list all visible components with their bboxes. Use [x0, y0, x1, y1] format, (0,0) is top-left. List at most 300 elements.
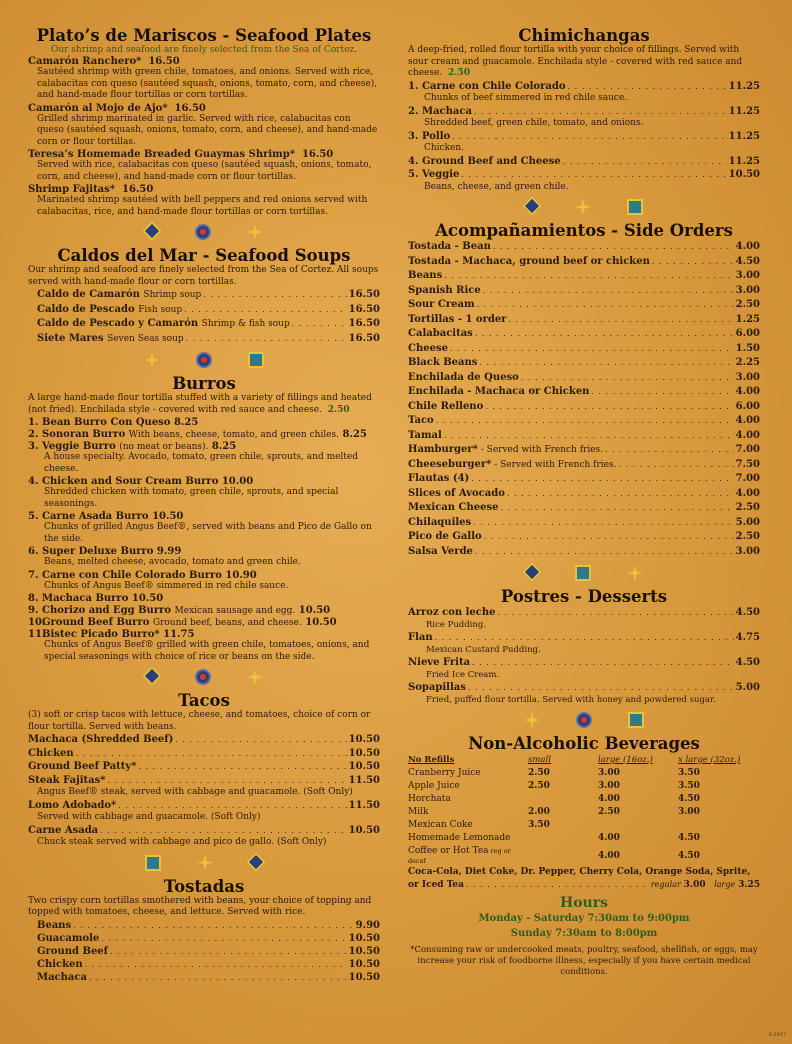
item-number: 3. — [408, 130, 419, 142]
price-large: 2.50 — [598, 806, 620, 817]
item-price: 9.90 — [355, 919, 380, 931]
table-row — [408, 779, 760, 792]
item-name: Pico de Gallo — [408, 531, 482, 542]
item-price: 11.50 — [348, 799, 380, 811]
section-title: Tostadas — [163, 876, 245, 896]
item-price: 7.50 — [735, 458, 760, 470]
menu-item — [408, 269, 760, 284]
item-name: Beans — [37, 919, 72, 931]
item-number: 7. — [28, 569, 39, 581]
tile-icon — [628, 712, 644, 728]
item-heading — [408, 443, 603, 458]
column-header: No Refills — [408, 754, 455, 765]
leader-dots — [436, 414, 734, 429]
beverage-name — [408, 792, 528, 805]
item-price: 2.50 — [735, 299, 760, 310]
item-heading — [408, 342, 448, 357]
item-heading — [408, 458, 616, 473]
item-price: 2.25 — [735, 357, 760, 368]
item-name: Carne con Chile Colorado Burro — [42, 569, 222, 581]
seafood-plates-section — [28, 0, 380, 218]
price-xlarge: 4.50 — [678, 850, 700, 861]
table-row — [408, 818, 760, 831]
beverage-label: Horchata — [408, 793, 451, 804]
item-heading — [28, 476, 380, 487]
item-line — [28, 799, 380, 813]
menu-item — [408, 240, 760, 255]
item-name: Enchilada - Machaca or Chicken — [408, 386, 590, 397]
tostadas-list — [28, 919, 380, 984]
tile-icon — [195, 224, 211, 240]
item-price: 4.00 — [735, 241, 760, 252]
leader-dots — [472, 656, 734, 670]
leader-dots — [521, 371, 734, 386]
leader-dots — [508, 313, 733, 328]
menu-item — [28, 593, 380, 604]
item-line — [408, 606, 760, 620]
item-number: 10. — [28, 617, 46, 628]
item-number: 4. — [28, 476, 39, 487]
section-title: Non-Alcoholic Beverages — [468, 734, 700, 753]
item-number: 1. — [28, 417, 39, 428]
item-number: 1. — [408, 80, 419, 92]
item-heading — [408, 80, 566, 94]
menu-item — [28, 417, 380, 428]
price-large: 4.00 — [598, 850, 620, 861]
desserts-section — [408, 587, 760, 706]
leader-dots — [483, 284, 734, 299]
menu-item — [28, 733, 380, 747]
tile-icon — [142, 221, 162, 241]
item-heading — [28, 417, 380, 428]
item-price: 11.25 — [728, 80, 760, 92]
leader-dots — [652, 255, 734, 270]
menu-item — [28, 570, 380, 593]
hours-sunday: Sunday 7:30am to 8:00pm — [510, 927, 658, 939]
item-name: Arroz con leche — [408, 607, 496, 618]
item-name: Taco — [408, 415, 434, 426]
item-price: 16.50 — [174, 102, 206, 114]
item-description: Served with cabbage and guacamole. (Soft Only) — [37, 812, 261, 822]
item-price: 4.75 — [735, 632, 760, 643]
item-number: 2. — [28, 429, 39, 440]
item-price: 4.50 — [735, 255, 760, 267]
item-heading — [408, 327, 473, 342]
item-price: 10.50 — [298, 605, 331, 616]
item-line — [28, 824, 380, 838]
tile-icon — [522, 562, 542, 582]
item-price: 2.50 — [735, 531, 760, 542]
leader-dots — [73, 919, 353, 932]
leader-dots — [605, 443, 734, 458]
item-price: 1.25 — [735, 313, 760, 325]
item-description: Chuck steak served with cabbage and pico de gallo. (Soft Only) — [37, 837, 327, 847]
item-heading — [408, 284, 481, 299]
leader-dots — [485, 400, 733, 415]
item-description: Chicken. — [424, 143, 465, 153]
section-intro — [408, 45, 760, 80]
item-number: 5. — [28, 511, 39, 522]
tile-icon — [196, 352, 212, 368]
left-column — [28, 0, 380, 984]
item-description: Grilled shrimp marinated in garlic. Served with rice, calabacitas con queso (sautéed squash, onions, tomato, corn, and cheese), and hand-made corn or flour tortillas. — [37, 113, 378, 147]
menu-item — [28, 149, 380, 183]
menu-item — [408, 327, 760, 342]
item-heading — [408, 356, 477, 371]
column-header: x large (32oz.) — [678, 754, 741, 765]
item-price: 7.00 — [735, 444, 760, 455]
item-name: Sopapillas — [408, 682, 466, 693]
burros-section — [28, 374, 380, 663]
item-description: Shrimp soup — [143, 290, 202, 300]
item-heading — [408, 168, 459, 182]
item-price: 16.50 — [122, 184, 154, 195]
item-number: 5. — [408, 169, 419, 180]
beverage-label: Coffee or Hot Tea — [408, 845, 489, 856]
price-small: 3.50 — [528, 819, 550, 830]
item-line — [28, 733, 380, 747]
item-name: Tostada - Machaca, ground beef or chicken — [408, 255, 650, 267]
item-description: Shrimp & fish soup — [201, 319, 290, 329]
beverages-section — [408, 734, 760, 891]
column-header: large (16oz.) — [598, 754, 653, 765]
section-title: Postres - Desserts — [500, 587, 668, 606]
item-price: 7.00 — [735, 473, 760, 484]
item-name: Machaca Burro — [42, 593, 129, 604]
item-name: Ground Beef — [37, 945, 108, 957]
item-description: Fried Ice Cream. — [426, 669, 500, 680]
item-price: 8.25 — [211, 441, 237, 452]
item-line — [408, 105, 760, 119]
price-xlarge: 3.00 — [678, 806, 700, 817]
hours-weekday: Monday - Saturday 7:30am to 9:00pm — [478, 912, 690, 924]
menu-item — [28, 605, 380, 616]
menu-item — [28, 617, 380, 628]
item-name: Nieve Frita — [408, 657, 471, 668]
item-price: 6.00 — [735, 400, 760, 412]
item-line — [408, 168, 760, 182]
table-row — [408, 844, 760, 867]
item-heading — [28, 617, 380, 628]
item-description: Seven Seas soup — [107, 333, 184, 344]
item-heading — [408, 400, 483, 415]
section-title: Plato’s de Mariscos - Seafood Plates — [36, 26, 372, 45]
item-price: 4.00 — [735, 487, 760, 499]
menu-item — [408, 530, 760, 545]
leader-dots — [471, 472, 733, 487]
intro-price: 2.50 — [448, 68, 470, 78]
beverage-label: Homemade Lemonade — [408, 832, 511, 843]
menu-item — [28, 546, 380, 569]
item-price: 9.99 — [156, 546, 182, 557]
regular-label: regular — [650, 879, 681, 889]
leader-dots — [461, 168, 726, 182]
item-name: Spanish Rice — [408, 284, 481, 296]
tile-icon — [195, 669, 211, 685]
item-number: 8. — [28, 593, 39, 604]
section-title: Acompañamientos - Side Orders — [435, 221, 733, 240]
leader-dots — [507, 487, 734, 502]
item-price: 6.00 — [735, 328, 760, 339]
item-heading — [408, 269, 442, 284]
burros-list — [28, 417, 380, 663]
right-column — [408, 0, 760, 978]
price-xlarge: 4.50 — [678, 832, 700, 843]
item-description: A house specialty. Avocado, tomato, green chile, sprouts, and melted cheese. — [44, 452, 359, 474]
item-description: Shredded chicken with tomato, green chile, sprouts, and special seasonings. — [44, 487, 339, 509]
item-description: Chunks of beef simmered in red chile sauce. — [424, 93, 628, 103]
item-name: Machaca — [422, 105, 472, 117]
chimichangas-list — [408, 80, 760, 194]
item-heading — [408, 130, 450, 144]
item-name: Calabacitas — [408, 328, 473, 339]
side-orders-section — [408, 221, 760, 559]
item-line — [408, 155, 760, 169]
item-heading — [408, 155, 561, 169]
item-heading — [408, 414, 434, 429]
decorative-tiles — [408, 565, 760, 583]
leader-dots — [100, 824, 347, 838]
item-price: 16.50 — [301, 149, 334, 160]
decorative-tiles — [28, 669, 380, 687]
menu-item — [408, 443, 760, 458]
item-price: 4.00 — [735, 429, 760, 441]
item-name: Chicken and Sour Cream Burro — [42, 476, 219, 487]
menu-item — [408, 168, 760, 193]
item-price: 16.50 — [348, 318, 380, 329]
decorative-tiles — [28, 352, 380, 370]
tile-icon — [145, 855, 161, 871]
section-subtitle: Our shrimp and seafood are finely selected from the Sea of Cortez. — [50, 45, 358, 55]
item-line — [408, 631, 760, 645]
tostadas-section — [28, 877, 380, 984]
soda-label: or Iced Tea — [408, 879, 464, 890]
leader-dots — [474, 105, 727, 119]
item-name: Enchilada de Queso — [408, 371, 519, 383]
leader-dots — [85, 958, 347, 971]
item-name: Ground Beef Burro — [42, 617, 150, 628]
item-heading — [408, 530, 482, 545]
menu-item — [28, 103, 380, 149]
menu-item — [28, 476, 380, 510]
item-price: 4.50 — [735, 607, 760, 618]
item-inline-description: With beans, cheese, tomato, and green chiles. — [128, 430, 339, 440]
item-heading — [28, 629, 380, 640]
menu-item — [408, 458, 760, 473]
item-price: 4.00 — [735, 415, 760, 426]
item-name: Bean Burro Con Queso — [42, 417, 171, 428]
item-name: Veggie Burro — [42, 441, 116, 452]
item-price: 10.50 — [348, 761, 380, 772]
price-small: 2.50 — [528, 780, 550, 791]
item-number: 4. — [408, 155, 419, 167]
tile-icon — [246, 852, 266, 872]
leader-dots — [118, 799, 346, 813]
item-heading — [408, 501, 498, 516]
item-heading — [408, 313, 506, 328]
item-description: Beans, cheese, and green chile. — [424, 181, 569, 192]
menu-item — [408, 472, 760, 487]
section-intro: Two crispy corn tortillas smothered with beans, your choice of topping and topped with tomatoes, cheese, and lettuce. Served with rice. — [28, 895, 372, 917]
leader-dots — [76, 747, 347, 761]
menu-item — [408, 385, 760, 400]
menu-item — [408, 342, 760, 357]
item-description: Fried, puffed flour tortilla. Served with honey and powdered sugar. — [426, 694, 716, 705]
price-small: 2.00 — [528, 806, 550, 817]
item-price: 4.00 — [735, 386, 760, 397]
item-heading — [408, 516, 471, 531]
menu-item — [37, 971, 380, 984]
item-price: 2.50 — [735, 502, 760, 513]
menu-item — [408, 516, 760, 531]
menu-item — [28, 56, 380, 102]
menu-item — [408, 487, 760, 502]
item-heading — [28, 441, 380, 452]
item-heading — [28, 546, 380, 557]
intro-text: A deep-fried, rolled flour tortilla with your choice of fillings. Served with sour cream and guacamole. Enchilada style - covered with red sauce and cheese. — [408, 45, 743, 78]
leader-dots — [444, 429, 734, 444]
item-name: Chorizo and Egg Burro — [42, 605, 172, 616]
soups-list — [28, 288, 380, 346]
tile-icon — [575, 199, 591, 215]
price-xlarge: 4.50 — [678, 793, 700, 804]
item-price: 16.50 — [148, 56, 180, 67]
menu-item — [408, 105, 760, 130]
item-name: Cheeseburger* — [408, 458, 492, 470]
menu-item — [408, 501, 760, 516]
price-large: 3.00 — [598, 780, 620, 791]
menu-item — [37, 932, 380, 945]
item-name: Chile Relleno — [408, 400, 484, 412]
item-price: 4.50 — [735, 657, 760, 668]
tacos-list — [28, 733, 380, 849]
section-intro — [28, 393, 380, 416]
item-description: - Served with French fries. — [477, 445, 604, 455]
item-price: 10.50 — [348, 945, 380, 957]
chimichangas-section — [408, 0, 760, 193]
item-heading — [408, 298, 475, 313]
leader-dots — [175, 733, 346, 747]
item-name: Veggie — [422, 169, 460, 180]
item-description: Marinated shrimp sautéed with bell peppers and red onions served with calabacitas, rice, and hand-made flour tortillas or corn tortillas. — [37, 195, 368, 217]
tile-icon — [247, 224, 263, 240]
tile-icon — [522, 196, 542, 216]
item-heading — [28, 429, 380, 440]
menu-item — [37, 945, 380, 958]
menu-item — [28, 774, 380, 799]
menu-item — [28, 441, 380, 475]
leader-dots — [89, 971, 347, 984]
leader-dots — [473, 516, 733, 531]
item-number: 3. — [28, 441, 39, 452]
item-heading — [408, 105, 472, 119]
item-line — [408, 681, 760, 695]
item-heading — [408, 240, 491, 255]
decorative-tiles — [408, 712, 760, 730]
large-label: large — [714, 879, 736, 889]
menu-item — [408, 681, 760, 706]
soda-price-line — [408, 879, 760, 891]
beverage-name — [408, 831, 528, 844]
menu-item — [37, 919, 380, 932]
tile-icon — [627, 199, 643, 215]
item-price: 11.25 — [728, 130, 760, 142]
item-price: 8.25 — [173, 417, 199, 428]
item-name: Sour Cream — [408, 299, 475, 310]
menu-item — [408, 284, 760, 299]
beverage-name — [408, 779, 528, 792]
item-price: 10.50 — [728, 169, 760, 180]
leader-dots — [493, 240, 734, 255]
hours-section — [408, 895, 760, 978]
item-price: 1.50 — [735, 342, 760, 354]
item-price: 5.00 — [735, 682, 760, 693]
item-name: Ground Beef Patty* — [28, 761, 137, 772]
leader-dots — [475, 545, 734, 560]
item-heading — [408, 385, 589, 400]
section-title: Caldos del Mar - Seafood Soups — [57, 246, 351, 265]
item-price: 10.50 — [348, 932, 380, 944]
column-header: small — [528, 754, 551, 765]
item-name: Black Beans — [408, 357, 478, 368]
tile-icon — [576, 712, 592, 728]
decorative-tiles — [408, 199, 760, 217]
item-price: 10.50 — [348, 734, 380, 745]
table-row — [408, 831, 760, 844]
section-title: Burros — [172, 374, 236, 393]
item-name: Tamal — [408, 429, 442, 441]
item-name: Tostada - Bean — [408, 241, 491, 252]
table-header-row — [408, 753, 760, 766]
item-price: 16.50 — [348, 332, 380, 344]
item-line — [408, 80, 760, 94]
menu-item — [28, 429, 380, 440]
item-price: 10.50 — [305, 617, 337, 628]
item-name: Super Deluxe Burro — [42, 546, 154, 557]
leader-dots — [498, 606, 734, 620]
item-line — [28, 774, 380, 788]
beverage-label: Cranberry Juice — [408, 767, 481, 778]
item-number: 11. — [28, 629, 46, 640]
item-price: 11.25 — [728, 155, 760, 167]
menu-item — [408, 429, 760, 444]
item-heading — [28, 511, 380, 522]
price-xlarge: 3.50 — [678, 767, 700, 778]
menu-item — [408, 656, 760, 681]
menu-item — [28, 799, 380, 824]
print-stamp: 3-2017 — [768, 1032, 786, 1038]
decorative-tiles — [28, 224, 380, 242]
beverage-name — [408, 844, 528, 867]
item-heading — [408, 429, 442, 444]
item-name: Ground Beef and Cheese — [422, 155, 561, 167]
section-intro: (3) soft or crisp tacos with lettuce, cheese, and tomatoes, choice of corn or flour tortilla. Served with beans. — [28, 710, 371, 732]
beverage-label: Milk — [408, 806, 429, 817]
item-inline-description: Mexican sausage and egg. — [174, 606, 296, 616]
leader-dots — [475, 327, 734, 342]
tile-icon — [248, 352, 264, 368]
leader-dots — [484, 530, 734, 545]
menu-item — [408, 255, 760, 270]
item-line — [28, 747, 380, 761]
menu-item — [408, 356, 760, 371]
item-name: Pollo — [422, 130, 451, 142]
item-price: 10.00 — [221, 476, 254, 487]
price-large: 4.00 — [598, 793, 620, 804]
leader-dots — [591, 385, 733, 400]
item-price: 10.90 — [225, 569, 257, 581]
item-line — [408, 130, 760, 144]
